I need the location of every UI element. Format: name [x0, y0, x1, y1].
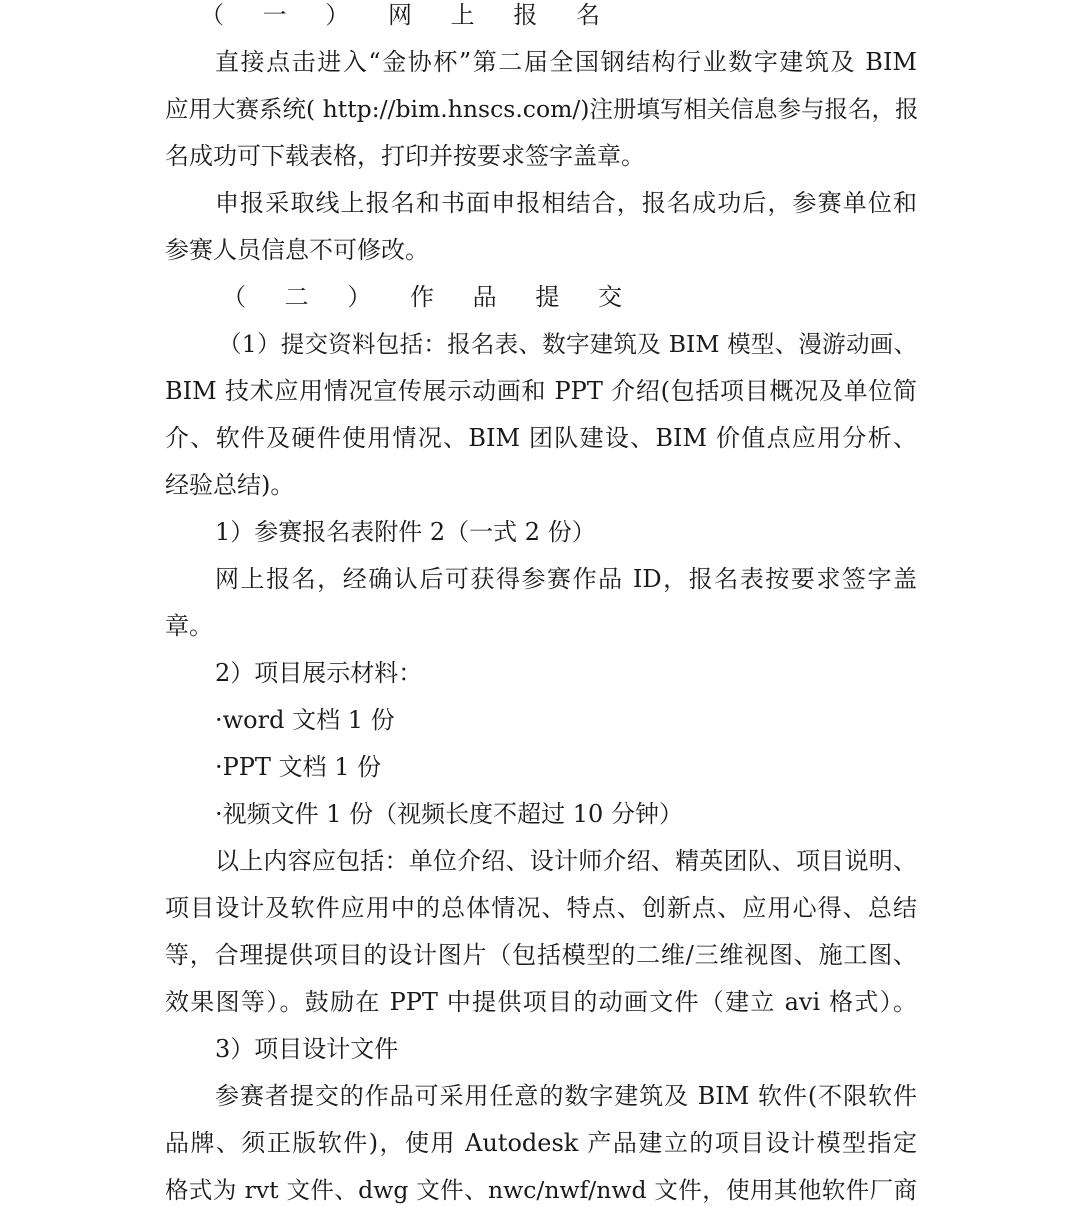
section-heading-online-registration: （一）网上报名 [200, 1, 600, 29]
list-item-heading: 2）项目展示材料： [215, 659, 423, 687]
paragraph-line: （1）提交资料包括：报名表、数字建筑及 BIM 模型、漫游动画、 [218, 330, 917, 358]
list-item-heading: 3）项目设计文件 [215, 1035, 399, 1063]
paragraph-line: BIM 技术应用情况宣传展示动画和 PPT 介绍(包括项目概况及单位简 [165, 377, 917, 405]
bullet-item: ·PPT 文档 1 份 [215, 753, 382, 781]
paragraph-line: 申报采取线上报名和书面申报相结合，报名成功后，参赛单位和 [215, 189, 917, 217]
bullet-item: ·视频文件 1 份（视频长度不超过 10 分钟） [215, 800, 683, 828]
paragraph-line: 效果图等）。鼓励在 PPT 中提供项目的动画文件（建立 avi 格式）。 [165, 988, 917, 1016]
paragraph-line: 等，合理提供项目的设计图片（包括模型的二维/三维视图、施工图、 [165, 941, 917, 969]
paragraph-line: 章。 [165, 612, 213, 640]
paragraph-line: 参赛人员信息不可修改。 [165, 236, 429, 264]
paragraph-line: 名成功可下载表格，打印并按要求签字盖章。 [165, 142, 645, 170]
bullet-item: ·word 文档 1 份 [215, 706, 395, 734]
paragraph-line: 介、软件及硬件使用情况、BIM 团队建设、BIM 价值点应用分析、 [165, 424, 917, 452]
paragraph-line: 应用大赛系统( http://bim.hnscs.com/)注册填写相关信息参与报名，报 [165, 95, 919, 123]
paragraph-line: 参赛者提交的作品可采用任意的数字建筑及 BIM 软件(不限软件 [215, 1082, 917, 1110]
paragraph-line: 品牌、须正版软件)，使用 Autodesk 产品建立的项目设计模型指定 [165, 1129, 917, 1157]
paragraph-line: 以上内容应包括：单位介绍、设计师介绍、精英团队、项目说明、 [215, 847, 917, 875]
paragraph-line: 经验总结)。 [165, 471, 295, 499]
paragraph-line: 格式为 rvt 文件、dwg 文件、nwc/nwf/nwd 文件，使用其他软件厂商 [165, 1176, 917, 1204]
section-heading-submission: （二）作品提交 [222, 283, 622, 311]
paragraph-line: 直接点击进入“金协杯”第二届全国钢结构行业数字建筑及 BIM [215, 48, 917, 76]
list-item-heading: 1）参赛报名表附件 2（一式 2 份） [215, 518, 596, 546]
paragraph-line: 项目设计及软件应用中的总体情况、特点、创新点、应用心得、总结 [165, 894, 917, 922]
paragraph-line: 网上报名，经确认后可获得参赛作品 ID，报名表按要求签字盖 [215, 565, 917, 593]
